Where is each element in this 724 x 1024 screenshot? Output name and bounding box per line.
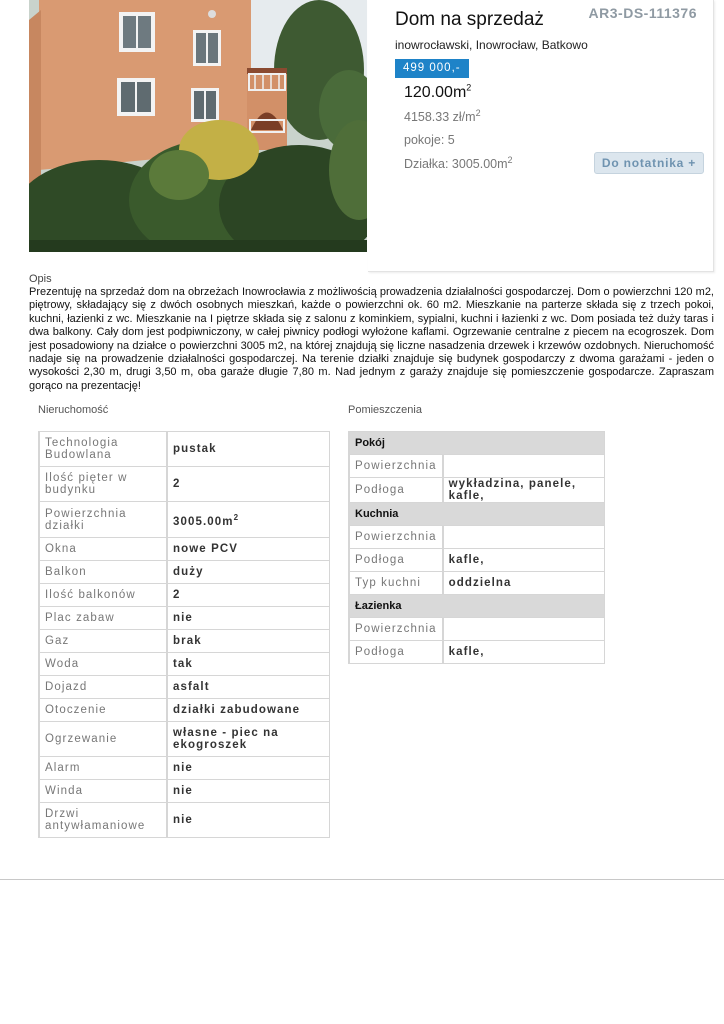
property-value-text: własne - piec na ekogroszek — [173, 727, 279, 751]
property-row — [39, 780, 330, 803]
room-header-row — [349, 432, 605, 455]
property-value-text: nie — [173, 814, 193, 826]
property-value — [167, 502, 330, 538]
property-value — [167, 722, 330, 757]
property-value-text: działki zabudowane — [173, 704, 301, 716]
property-value — [167, 780, 330, 803]
property-row — [39, 584, 330, 607]
property-key: Plac zabaw — [39, 607, 167, 630]
property-value — [167, 607, 330, 630]
room-header-row — [349, 503, 605, 526]
property-row — [39, 561, 330, 584]
property-key: Balkon — [39, 561, 167, 584]
room-detail-value: oddzielna — [443, 572, 605, 595]
property-value-text: pustak — [173, 443, 217, 455]
property-value-sup: 2 — [233, 512, 240, 522]
listing-title: Dom na sprzedaż — [395, 9, 544, 30]
property-value-text: nie — [173, 762, 193, 774]
property-key: Alarm — [39, 757, 167, 780]
room-detail-row — [349, 572, 605, 595]
property-row — [39, 676, 330, 699]
property-row — [39, 502, 330, 538]
property-row — [39, 630, 330, 653]
property-row — [39, 432, 330, 467]
room-detail-value — [443, 455, 605, 478]
property-key: Dojazd — [39, 676, 167, 699]
property-key: Drzwi antywłamaniowe — [39, 803, 167, 838]
room-detail-key: Powierzchnia — [349, 526, 443, 549]
property-key: Powierzchnia działki — [39, 502, 167, 538]
property-value — [167, 538, 330, 561]
price-badge: 499 000,- — [395, 59, 469, 78]
property-value — [167, 467, 330, 502]
property-row — [39, 607, 330, 630]
property-row — [39, 538, 330, 561]
property-photo[interactable] — [29, 0, 367, 252]
area-unit-sup: 2 — [466, 82, 472, 93]
description-text: Prezentuję na sprzedaż dom na obrzeżach Inowrocławia z możliwością prowadzenia działalności gospodarczej. Dom o powierzchni 120 m2, piętrowy, składający się z dwóch osobnych mieszkań, każde o powierzchni ok. 60 m2. Mieszkanie na parterze składa się z trzech pokoi, kuchni, łazienki z wc. Mieszkanie na I piętrze składa się z salonu z kominkiem, sypialni, kuchni i łazienki z wc. Dom posiada też duży taras i dwa balkony. Cały dom jest podpiwniczony, w całej piwnicy podłogi wyłożone kaflami. Ogrzewanie centralne z piecem na ecogroszek. Dom jest posadowiony na działce o powierzchni 3005 m2, na której znajdują się liczne nasadzenia drzewek i krzewów ozdobnych. Nieruchomość nadaje się na prowadzenie działalności gospodarczej. Na terenie działki znajduje się budynek gospodarczy z dwoma garażami - jeden o wysokości 2,30 m, drugi 3,50 m, oba garaże długie 7,80 m. Nad jednym z garaży znajduje się pomieszczenie gospodarcze. Zapraszam gorąco na prezentację! — [29, 286, 714, 392]
property-value-text: nowe PCV — [173, 543, 239, 555]
footer-divider — [0, 879, 724, 880]
property-value-text: duży — [173, 566, 204, 578]
property-value-text: nie — [173, 785, 193, 797]
room-detail-value: kafle, — [443, 549, 605, 572]
property-value — [167, 676, 330, 699]
property-value-text: nie — [173, 612, 193, 624]
area-value — [404, 84, 471, 102]
property-key: Okna — [39, 538, 167, 561]
area-number: 120.00m — [404, 84, 467, 101]
property-value — [167, 803, 330, 838]
property-key: Ogrzewanie — [39, 722, 167, 757]
property-details-table — [38, 431, 330, 838]
property-row — [39, 757, 330, 780]
room-detail-key: Podłoga — [349, 549, 443, 572]
room-detail-value — [443, 618, 605, 641]
property-key: Woda — [39, 653, 167, 676]
price-per-m2-value: 4158.33 zł/m — [404, 110, 476, 124]
house-photo-image — [29, 0, 367, 252]
room-detail-row — [349, 549, 605, 572]
property-key: Otoczenie — [39, 699, 167, 722]
property-key: Winda — [39, 780, 167, 803]
property-value-text: tak — [173, 658, 193, 670]
listing-info-panel — [368, 0, 714, 272]
property-value — [167, 432, 330, 467]
room-detail-key: Powierzchnia — [349, 618, 443, 641]
property-key: Ilość pięter w budynku — [39, 467, 167, 502]
property-value-text: 3005.00m — [173, 515, 234, 528]
room-detail-row — [349, 641, 605, 664]
property-value — [167, 561, 330, 584]
room-detail-value: kafle, — [443, 641, 605, 664]
room-header-row — [349, 595, 605, 618]
property-section-label: Nieruchomość — [38, 404, 109, 416]
room-detail-value: wykładzina, panele, kafle, — [443, 478, 605, 503]
room-detail-row — [349, 478, 605, 503]
room-detail-value — [443, 526, 605, 549]
property-row — [39, 699, 330, 722]
room-detail-key: Typ kuchni — [349, 572, 443, 595]
property-value — [167, 653, 330, 676]
price-per-m2-sup: 2 — [475, 107, 481, 118]
rooms-details-table — [348, 431, 605, 664]
property-value — [167, 757, 330, 780]
add-to-notebook-button[interactable]: Do notatnika + — [594, 152, 704, 174]
room-detail-key: Podłoga — [349, 641, 443, 664]
room-detail-key: Podłoga — [349, 478, 443, 503]
property-row — [39, 722, 330, 757]
rooms-count: pokoje: 5 — [404, 133, 455, 147]
room-detail-row — [349, 618, 605, 641]
property-row — [39, 803, 330, 838]
property-key: Ilość balkonów — [39, 584, 167, 607]
room-detail-row — [349, 526, 605, 549]
property-value-text: 2 — [173, 478, 181, 490]
rooms-section-label: Pomieszczenia — [348, 404, 422, 416]
room-name: Pokój — [349, 432, 605, 455]
property-key: Technologia Budowlana — [39, 432, 167, 467]
property-value — [167, 584, 330, 607]
room-detail-row — [349, 455, 605, 478]
property-value — [167, 630, 330, 653]
property-row — [39, 653, 330, 676]
plot-area — [404, 154, 513, 171]
plot-area-value: Działka: 3005.00m — [404, 157, 508, 171]
room-detail-key: Powierzchnia — [349, 455, 443, 478]
property-value — [167, 699, 330, 722]
property-key: Gaz — [39, 630, 167, 653]
price-per-m2 — [404, 107, 481, 124]
room-name: Kuchnia — [349, 503, 605, 526]
property-value-text: brak — [173, 635, 202, 647]
property-row — [39, 467, 330, 502]
property-value-text: asfalt — [173, 681, 210, 693]
property-value-text: 2 — [173, 589, 181, 601]
listing-reference: AR3-DS-111376 — [588, 5, 697, 21]
room-name: Łazienka — [349, 595, 605, 618]
description-label: Opis — [29, 273, 52, 285]
plot-area-sup: 2 — [507, 154, 513, 165]
listing-location: inowrocławski, Inowrocław, Batkowo — [395, 38, 588, 52]
